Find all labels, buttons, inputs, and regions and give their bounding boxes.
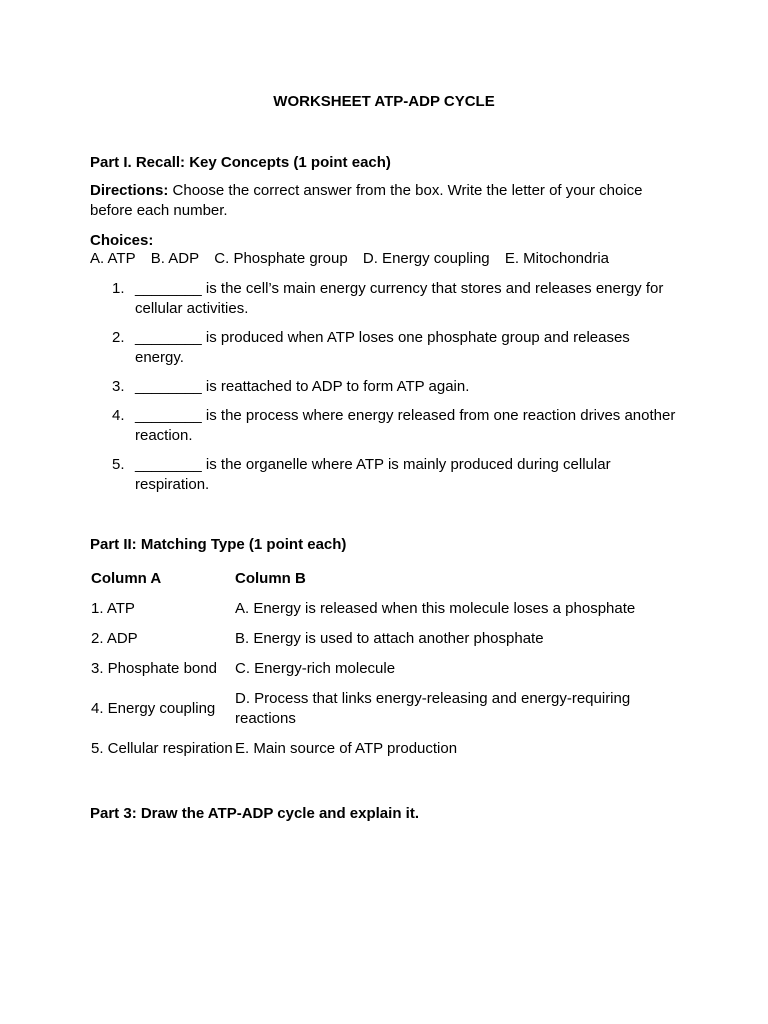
part2-heading: Part II: Matching Type (1 point each)	[90, 536, 347, 553]
worksheet-title: WORKSHEET ATP-ADP CYCLE	[273, 93, 495, 110]
recall-question	[90, 455, 680, 495]
question-number: 4.	[112, 407, 125, 424]
matching-table	[90, 564, 656, 764]
column-a-cell: 3. Phosphate bond	[91, 660, 217, 677]
recall-question	[90, 406, 680, 446]
recall-question	[90, 377, 680, 397]
question-number: 2.	[112, 329, 125, 346]
column-a-cell: 2. ADP	[91, 630, 138, 647]
table-row	[90, 734, 656, 764]
column-a-cell: 1. ATP	[91, 600, 135, 617]
column-a-cell: 4. Energy coupling	[91, 700, 216, 717]
column-b-cell: A. Energy is released when this molecule loses a phosphate	[235, 600, 636, 617]
column-a-cell: 5. Cellular respiration	[91, 740, 233, 757]
question-text: ________ is produced when ATP loses one phosphate group and releases energy.	[135, 329, 630, 366]
recall-question	[90, 328, 680, 368]
question-number: 5.	[112, 456, 125, 473]
column-b-cell: B. Energy is used to attach another phosphate	[235, 630, 544, 647]
column-b-cell: D. Process that links energy-releasing and energy-requiring reactions	[235, 690, 631, 727]
table-row	[90, 654, 656, 684]
recall-questions	[90, 279, 680, 495]
question-text: ________ is the process where energy released from one reaction drives another reaction.	[135, 407, 676, 444]
table-header-row	[90, 564, 656, 594]
part1-heading: Part I. Recall: Key Concepts (1 point each)	[90, 154, 391, 171]
recall-question	[90, 279, 680, 319]
worksheet-page	[90, 92, 680, 824]
choice-c: C. Phosphate group	[214, 250, 348, 267]
choice-e: E. Mitochondria	[504, 250, 610, 267]
choice-b: B. ADP	[150, 250, 200, 267]
question-text: ________ is the organelle where ATP is mainly produced during cellular respiration.	[135, 456, 611, 493]
choice-a: A. ATP	[90, 250, 136, 267]
column-b-cell: E. Main source of ATP production	[235, 740, 458, 757]
column-b-header: Column B	[235, 570, 306, 587]
table-row	[90, 624, 656, 654]
question-text: ________ is the cell’s main energy currency that stores and releases energy for cellular activities.	[135, 280, 664, 317]
choice-d: D. Energy coupling	[362, 250, 490, 267]
table-row	[90, 594, 656, 624]
directions-label: Directions:	[90, 182, 169, 199]
question-number: 3.	[112, 378, 125, 395]
column-b-cell: C. Energy-rich molecule	[235, 660, 396, 677]
question-text: ________ is reattached to ADP to form ATP again.	[135, 378, 470, 395]
column-a-header: Column A	[91, 570, 162, 587]
question-number: 1.	[112, 280, 125, 297]
directions	[90, 181, 680, 221]
directions-text: Choose the correct answer from the box. Write the letter of your choice before each number.	[90, 182, 643, 219]
part3-heading: Part 3: Draw the ATP-ADP cycle and explain it.	[90, 805, 419, 822]
choices-label: Choices:	[90, 232, 154, 249]
choices-list	[90, 249, 680, 269]
table-row	[90, 684, 656, 734]
